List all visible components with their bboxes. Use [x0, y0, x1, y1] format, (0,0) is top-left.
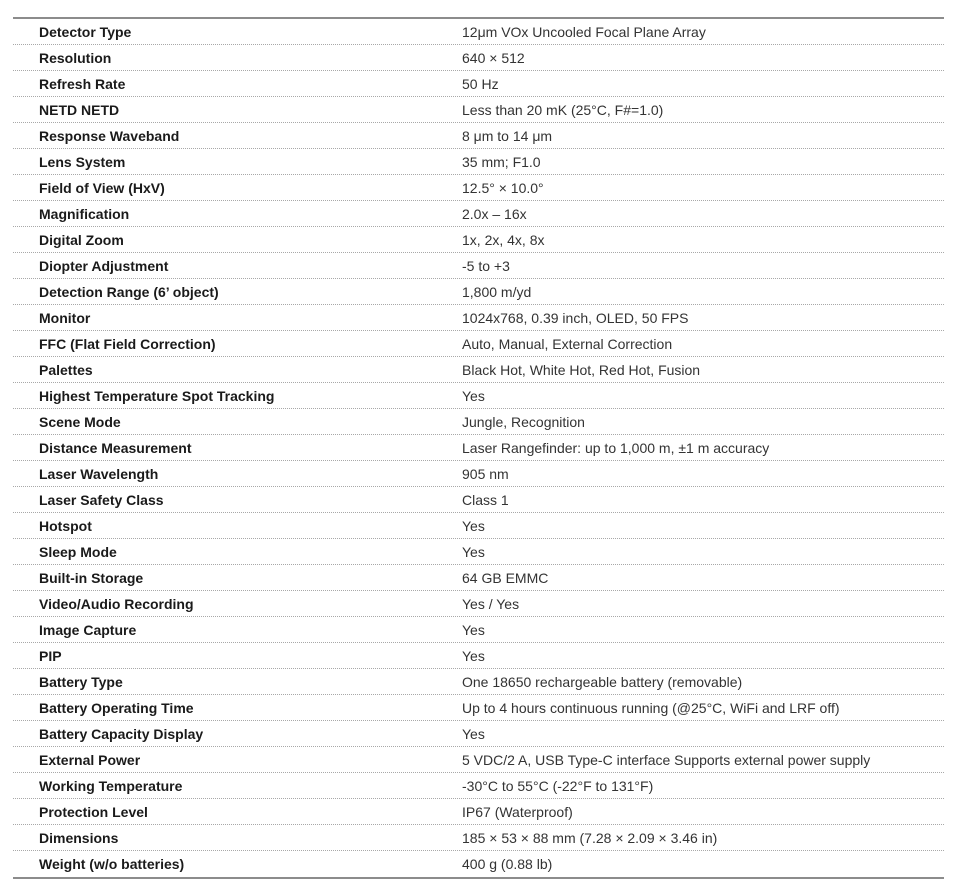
- spec-label: Diopter Adjustment: [39, 257, 169, 274]
- table-row: [13, 201, 944, 227]
- table-row: [13, 357, 944, 383]
- table-row: [13, 279, 944, 305]
- spec-value: 64 GB EMMC: [462, 569, 549, 586]
- spec-label: Working Temperature: [39, 777, 183, 794]
- spec-label: Detection Range (6’ object): [39, 283, 219, 300]
- table-row: [13, 149, 944, 175]
- table-row: [13, 175, 944, 201]
- spec-value: 1,800 m/yd: [462, 283, 532, 300]
- spec-label: Magnification: [39, 205, 130, 222]
- table-row: [13, 643, 944, 669]
- spec-value: Yes: [462, 387, 485, 404]
- table-row: [13, 799, 944, 825]
- spec-value: Yes: [462, 543, 485, 560]
- spec-value: 8 μm to 14 μm: [462, 127, 553, 144]
- table-row: [13, 617, 944, 643]
- table-row: [13, 461, 944, 487]
- spec-value: Up to 4 hours continuous running (@25°C, WiFi and LRF off): [462, 699, 840, 716]
- spec-label: Palettes: [39, 361, 93, 378]
- spec-label: Refresh Rate: [39, 75, 126, 92]
- table-row: [13, 383, 944, 409]
- spec-label: Laser Wavelength: [39, 465, 159, 482]
- table-row: [13, 565, 944, 591]
- spec-label: Distance Measurement: [39, 439, 192, 456]
- table-row: [13, 669, 944, 695]
- spec-label: Resolution: [39, 49, 112, 66]
- table-row: [13, 435, 944, 461]
- table-row: [13, 487, 944, 513]
- table-row: [13, 227, 944, 253]
- spec-label: NETD NETD: [39, 101, 120, 118]
- table-row: [13, 721, 944, 747]
- table-row: [13, 253, 944, 279]
- spec-label: FFC (Flat Field Correction): [39, 335, 216, 352]
- spec-label: Sleep Mode: [39, 543, 117, 560]
- table-row: [13, 747, 944, 773]
- spec-label: Image Capture: [39, 621, 137, 638]
- spec-label: Response Waveband: [39, 127, 180, 144]
- table-row: [13, 773, 944, 799]
- table-row: [13, 45, 944, 71]
- spec-value: Less than 20 mK (25°C, F#=1.0): [462, 101, 664, 118]
- spec-value: IP67 (Waterproof): [462, 803, 573, 820]
- spec-label: Dimensions: [39, 829, 119, 846]
- spec-label: Detector Type: [39, 23, 132, 40]
- spec-value: Yes: [462, 725, 485, 742]
- spec-value: 185 × 53 × 88 mm (7.28 × 2.09 × 3.46 in): [462, 829, 718, 846]
- spec-value: Auto, Manual, External Correction: [462, 335, 673, 352]
- spec-value: 12μm VOx Uncooled Focal Plane Array: [462, 23, 706, 40]
- spec-value: 640 × 512: [462, 49, 525, 66]
- spec-value: 2.0x – 16x: [462, 205, 527, 222]
- table-row: [13, 71, 944, 97]
- table-row: [13, 19, 944, 45]
- spec-label: Battery Operating Time: [39, 699, 194, 716]
- spec-label: Highest Temperature Spot Tracking: [39, 387, 275, 404]
- spec-value: -30°C to 55°C (-22°F to 131°F): [462, 777, 654, 794]
- spec-value: Black Hot, White Hot, Red Hot, Fusion: [462, 361, 701, 378]
- spec-value: 5 VDC/2 A, USB Type-C interface Supports external power supply: [462, 751, 871, 768]
- spec-value: -5 to +3: [462, 257, 510, 274]
- table-row: [13, 591, 944, 617]
- spec-label: Weight (w/o batteries): [39, 856, 185, 872]
- spec-value: Yes / Yes: [462, 595, 520, 612]
- table-row: [13, 825, 944, 851]
- spec-value: 400 g (0.88 lb): [462, 856, 553, 872]
- table-row: [13, 97, 944, 123]
- spec-value: 12.5° × 10.0°: [462, 179, 544, 196]
- spec-label: Hotspot: [39, 517, 92, 534]
- table-row: [13, 123, 944, 149]
- spec-label: External Power: [39, 751, 141, 768]
- spec-label: PIP: [39, 647, 62, 664]
- spec-label: Monitor: [39, 309, 91, 326]
- spec-value: Laser Rangefinder: up to 1,000 m, ±1 m accuracy: [462, 439, 770, 456]
- spec-value: One 18650 rechargeable battery (removable): [462, 673, 743, 690]
- table-row: [13, 513, 944, 539]
- spec-label: Battery Capacity Display: [39, 725, 204, 742]
- spec-value: 50 Hz: [462, 75, 499, 92]
- spec-value: Yes: [462, 621, 485, 638]
- spec-value: 1024x768, 0.39 inch, OLED, 50 FPS: [462, 309, 689, 326]
- spec-value: Yes: [462, 647, 485, 664]
- table-row: [13, 539, 944, 565]
- spec-label: Built-in Storage: [39, 569, 144, 586]
- spec-label: Scene Mode: [39, 413, 121, 430]
- spec-label: Video/Audio Recording: [39, 595, 194, 612]
- spec-label: Protection Level: [39, 803, 148, 820]
- spec-label: Battery Type: [39, 673, 123, 690]
- spec-label: Digital Zoom: [39, 231, 124, 248]
- spec-value: Jungle, Recognition: [462, 413, 585, 430]
- spec-label: Lens System: [39, 153, 126, 170]
- spec-value: Yes: [462, 517, 485, 534]
- table-row: [13, 695, 944, 721]
- spec-value: 35 mm; F1.0: [462, 153, 541, 170]
- spec-value: 1x, 2x, 4x, 8x: [462, 231, 545, 248]
- table-row: [13, 331, 944, 357]
- spec-table: [13, 17, 944, 879]
- table-row: [13, 305, 944, 331]
- table-row: [13, 409, 944, 435]
- table-row: [13, 851, 944, 877]
- spec-label: Laser Safety Class: [39, 491, 164, 508]
- spec-value: Class 1: [462, 491, 509, 508]
- spec-label: Field of View (HxV): [39, 179, 165, 196]
- spec-value: 905 nm: [462, 465, 509, 482]
